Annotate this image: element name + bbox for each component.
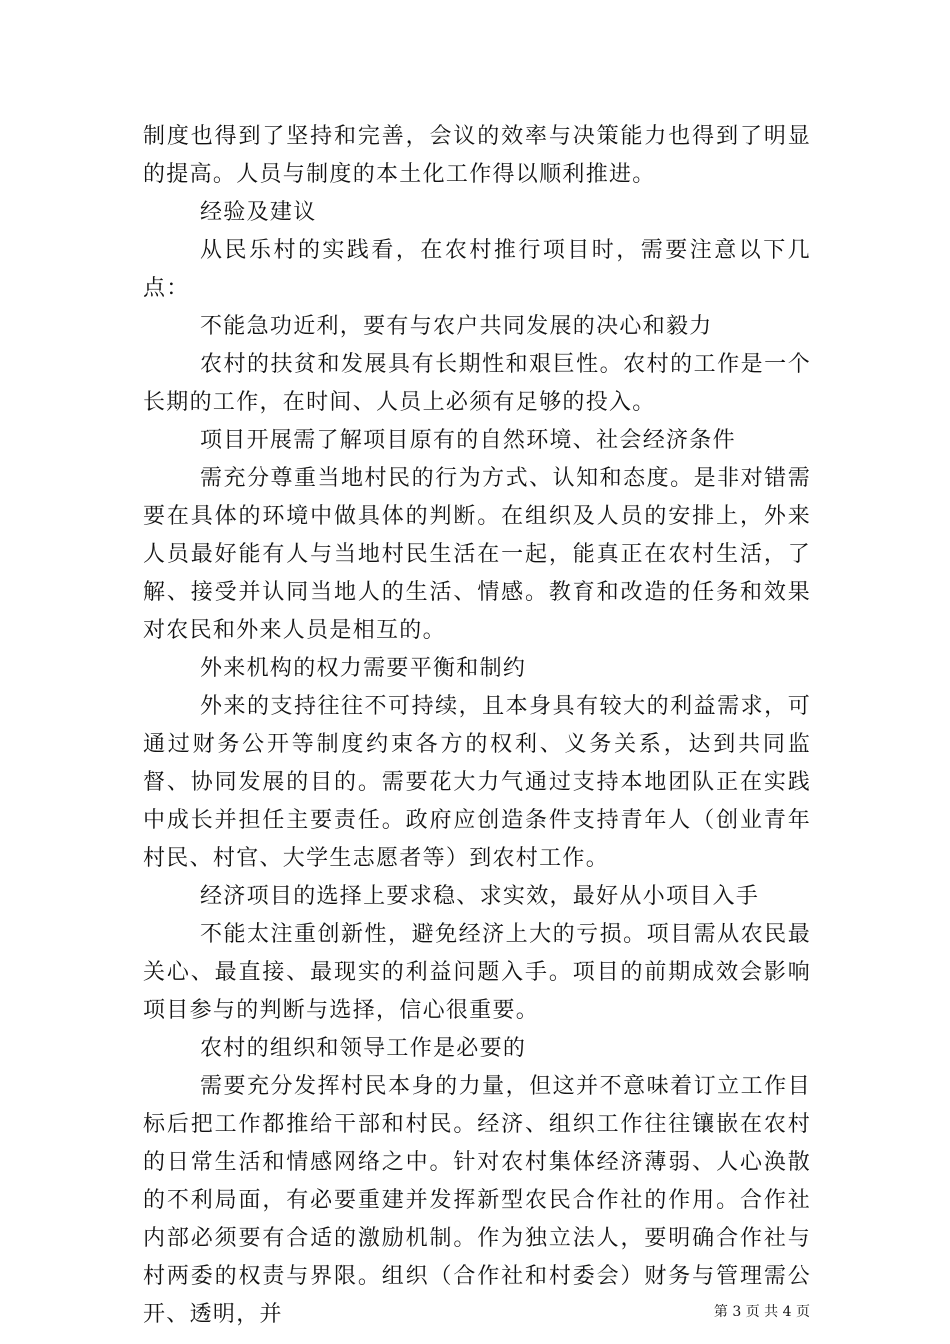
page-number: 第 3 页 共 4 页 (713, 1304, 810, 1320)
point-heading-1: 不能急功近利，要有与农户共同发展的决心和毅力 (200, 314, 713, 339)
point-body-2: 需充分尊重当地村民的行为方式、认知和态度。是非对错需要在具体的环境中做具体的判断。在组织及人员的安排上，外来人员最好能有人与当地村民生活在一起，能真正在农村生活，了解、接受并认同当地人的生活、情感。教育和改造的任务和效果对农民和外来人员是相互的。 (143, 466, 811, 643)
point-body-1: 农村的扶贫和发展具有长期性和艰巨性。农村的工作是一个长期的工作，在时间、人员上必须有足够的投入。 (143, 352, 811, 415)
paragraph-continuation: 制度也得到了坚持和完善，会议的效率与决策能力也得到了明显的提高。人员与制度的本土化工作得以顺利推进。 (143, 124, 811, 187)
point-body-3: 外来的支持往往不可持续，且本身具有较大的利益需求，可通过财务公开等制度约束各方的权利、义务关系，达到共同监督、协同发展的目的。需要花大力气通过支持本地团队正在实践中成长并担任主要责任。政府应创造条件支持青年人（创业青年村民、村官、大学生志愿者等）到农村工作。 (143, 694, 811, 871)
point-heading-2: 项目开展需了解项目原有的自然环境、社会经济条件 (200, 428, 736, 453)
point-heading-3: 外来机构的权力需要平衡和制约 (200, 656, 527, 681)
section-heading-experience: 经验及建议 (200, 200, 317, 225)
intro-paragraph: 从民乐村的实践看，在农村推行项目时，需要注意以下几点： (143, 238, 811, 301)
point-body-4: 不能太注重创新性，避免经济上大的亏损。项目需从农民最关心、最直接、最现实的利益问题入手。项目的前期成效会影响项目参与的判断与选择，信心很重要。 (143, 922, 811, 1023)
document-body (143, 118, 811, 1334)
point-heading-5: 农村的组织和领导工作是必要的 (200, 1036, 527, 1061)
point-body-5: 需要充分发挥村民本身的力量，但这并不意味着订立工作目标后把工作都推给干部和村民。经济、组织工作往往镶嵌在农村的日常生活和情感网络之中。针对农村集体经济薄弱、人心涣散的不利局面，有必要重建并发挥新型农民合作社的作用。合作社内部必须要有合适的激励机制。作为独立法人，要明确合作社与村两委的权责与界限。组织（合作社和村委会）财务与管理需公开、透明，并 (143, 1074, 811, 1327)
point-heading-4: 经济项目的选择上要求稳、求实效，最好从小项目入手 (200, 884, 760, 909)
